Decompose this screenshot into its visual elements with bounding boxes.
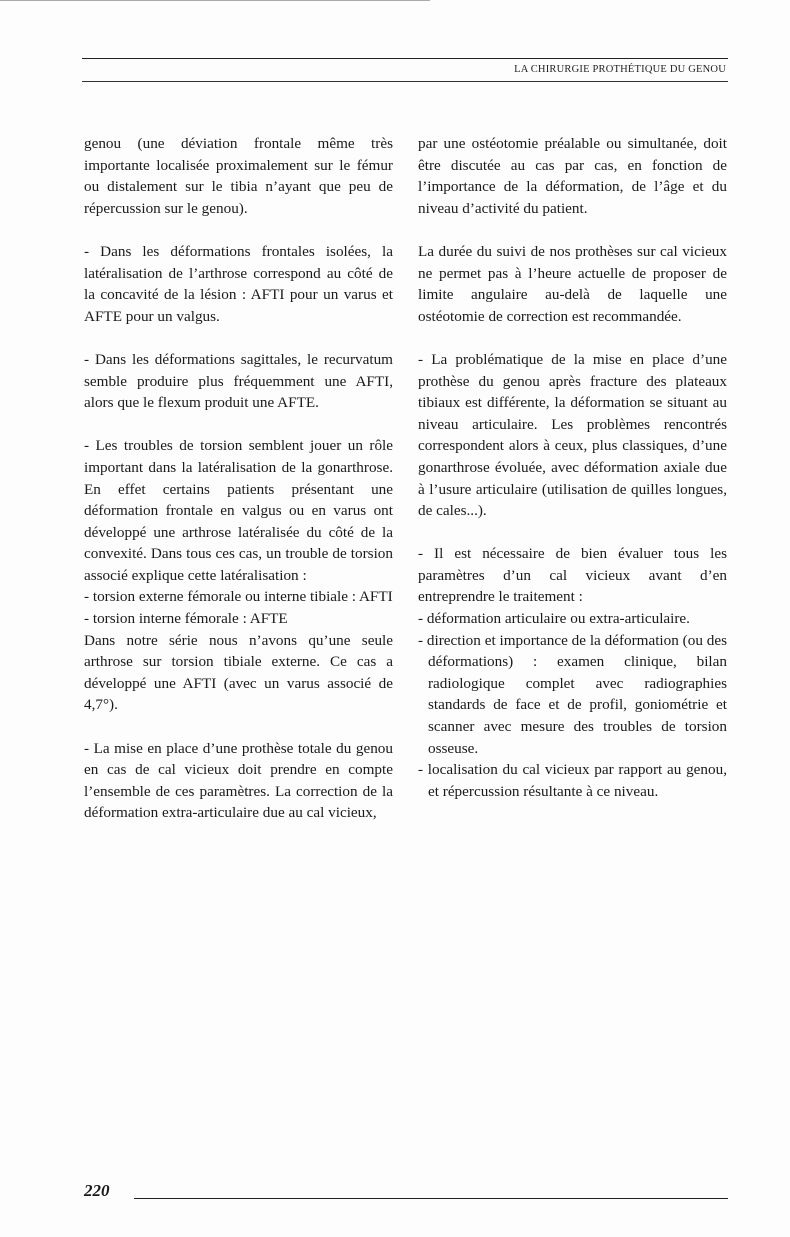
paragraph: - La problématique de la mise en place d’une prothèse du genou après fracture des plateaux tibiaux est différente, la déformation se situant au niveau articulaire. Les problèmes rencontrés correspondent alors à ceux, plus classiques, d’une gonarthrose évoluée, avec déformation axiale due à l’usure articulaire (utilisation de quilles longues, de cales...).	[418, 350, 727, 520]
paragraph: Dans notre série nous n’avons qu’une seule arthrose sur torsion tibiale externe. Ce cas a développé une AFTI (avec un varus associé de 4,7°).	[84, 631, 393, 714]
paragraph: La durée du suivi de nos prothèses sur cal vicieux ne permet pas à l’heure actuelle de proposer de limite angulaire au-delà de laquelle une ostéotomie de correction est recommandée.	[418, 242, 727, 325]
header-rule-bottom	[82, 81, 728, 82]
list-item: - déformation articulaire ou extra-articulaire.	[418, 610, 690, 628]
paragraph: genou (une déviation frontale même très importante localisée proximalement sur le fémur ou distalement sur le tibia n’ayant que peu de répercussion sur le genou).	[84, 135, 393, 217]
paragraph: - Les troubles de torsion semblent jouer un rôle important dans la latéralisation de la gonarthrose. En effet certains patients présentant une déformation frontale en valgus ou en varus ont développé une arthrose latéralisée du côté de la convexité. Dans tous ces cas, un trouble de torsion associé explique cette latéralisation :	[84, 437, 393, 584]
paragraph: - Dans les déformations frontales isolées, la latéralisation de l’arthrose correspond au côté de la concavité de la lésion : AFTI pour un varus et AFTE pour un valgus.	[84, 242, 393, 325]
left-column	[84, 133, 393, 846]
paragraph: par une ostéotomie préalable ou simultanée, doit être discutée au cas par cas, en fonction de l’importance de la déformation, de l’âge et du niveau d’activité du patient.	[418, 135, 727, 217]
right-column	[418, 133, 727, 802]
scan-edge-line	[0, 0, 430, 1]
header-rule-top	[82, 58, 728, 59]
footer-rule	[134, 1198, 728, 1199]
paragraph: - Il est nécessaire de bien évaluer tous les paramètres d’un cal vicieux avant d’en entreprendre le traitement :	[418, 545, 727, 606]
paragraph: - La mise en place d’une prothèse totale du genou en cas de cal vicieux doit prendre en compte l’ensemble de ces paramètres. La correction de la déformation extra-articulaire due au cal vicieux,	[84, 739, 393, 822]
running-title: LA CHIRURGIE PROTHÉTIQUE DU GENOU	[514, 64, 726, 75]
list-item: - torsion interne fémorale : AFTE	[84, 610, 288, 628]
paragraph: - Dans les déformations sagittales, le recurvatum semble produire plus fréquemment une AFTI, alors que le flexum produit une AFTE.	[84, 350, 393, 412]
list-item: - localisation du cal vicieux par rapport au genou, et répercussion résultante à ce niveau.	[418, 761, 727, 800]
list-item: - direction et importance de la déformation (ou des déformations) : examen clinique, bilan radiologique complet avec radiographies standards de face et de profil, goniométrie et scanner avec mesure des troubles de torsion osseuse.	[418, 631, 727, 757]
list-item: - torsion externe fémorale ou interne tibiale : AFTI	[84, 588, 393, 606]
page-number: 220	[84, 1181, 110, 1200]
